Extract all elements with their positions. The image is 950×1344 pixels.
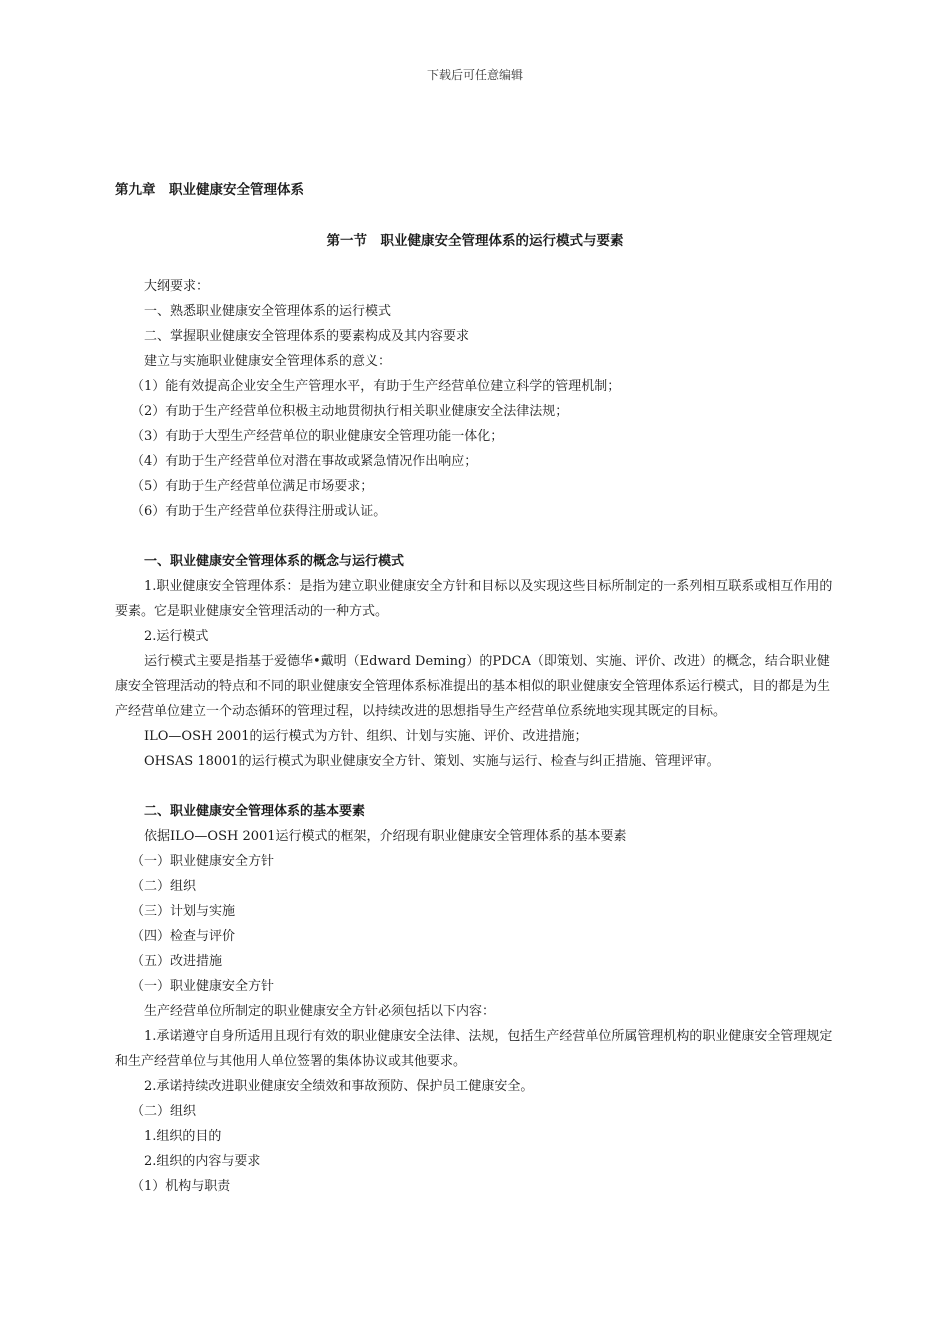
list-item: （一）职业健康安全方针 <box>131 979 275 994</box>
list-item: （一）职业健康安全方针 <box>131 854 275 869</box>
list-item: （五）改进措施 <box>131 954 223 969</box>
syllabus-heading: 大纲要求： <box>144 279 210 294</box>
paragraph: 1.承诺遵守自身所适用且现行有效的职业健康安全法律、法规，包括生产经营单位所属管理机构的职业健康安全管理规定和生产经营单位与其他用人单位签署的集体协议或其他要求。 <box>115 1029 833 1069</box>
list-item: （1）能有效提高企业安全生产管理水平，有助于生产经营单位建立科学的管理机制； <box>131 379 621 394</box>
list-item: （三）计划与实施 <box>131 904 236 919</box>
paragraph: ILO—OSH 2001的运行模式为方针、组织、计划与实施、评价、改进措施； <box>144 729 588 744</box>
list-item: （2）有助于生产经营单位积极主动地贯彻执行相关职业健康安全法律法规； <box>131 404 569 419</box>
chapter-title: 第九章 职业健康安全管理体系 <box>115 182 304 198</box>
syllabus-item: 二、掌握职业健康安全管理体系的要素构成及其内容要求 <box>144 329 470 344</box>
paragraph: 2.承诺持续改进职业健康安全绩效和事故预防、保护员工健康安全。 <box>144 1079 534 1094</box>
paragraph: OHSAS 18001的运行模式为职业健康安全方针、策划、实施与运行、检查与纠正措施、管理评审。 <box>144 754 720 769</box>
list-item: （二）组织 <box>131 879 197 894</box>
spacer <box>115 774 837 799</box>
section-title: 第一节 职业健康安全管理体系的运行模式与要素 <box>326 233 624 249</box>
page-header-note: 下载后可任意编辑 <box>426 68 523 82</box>
document-body <box>115 274 837 1199</box>
list-item: （3）有助于大型生产经营单位的职业健康安全管理功能一体化； <box>131 429 504 444</box>
subheading: 二、职业健康安全管理体系的基本要素 <box>144 804 366 819</box>
list-item: （四）检查与评价 <box>131 929 236 944</box>
paragraph: 生产经营单位所制定的职业健康安全方针必须包括以下内容： <box>144 1004 496 1019</box>
list-item: （4）有助于生产经营单位对潜在事故或紧急情况作出响应； <box>131 454 478 469</box>
paragraph: 运行模式主要是指基于爱德华•戴明（Edward Deming）的PDCA（即策划、实施、评价、改进）的概念，结合职业健康安全管理活动的特点和不同的职业健康安全管理体系标准提出的基本相似的职业健康安全管理体系运行模式，目的都是为生产经营单位建立一个动态循环的管理过程，以持续改进的思想指导生产经营单位系统地实现其既定的目标。 <box>115 654 831 719</box>
paragraph: 2.组织的内容与要求 <box>144 1154 261 1169</box>
syllabus-item: 一、熟悉职业健康安全管理体系的运行模式 <box>144 304 392 319</box>
list-item: （1）机构与职责 <box>131 1179 231 1194</box>
list-item: （二）组织 <box>131 1104 197 1119</box>
paragraph: 依据ILO—OSH 2001运行模式的框架，介绍现有职业健康安全管理体系的基本要素 <box>144 829 627 844</box>
paragraph: 建立与实施职业健康安全管理体系的意义： <box>144 354 392 369</box>
paragraph: 1.组织的目的 <box>144 1129 222 1144</box>
subheading: 一、职业健康安全管理体系的概念与运行模式 <box>144 554 405 569</box>
paragraph: 1.职业健康安全管理体系：是指为建立职业健康安全方针和目标以及实现这些目标所制定的一系列相互联系或相互作用的要素。它是职业健康安全管理活动的一种方式。 <box>115 579 833 619</box>
spacer <box>115 524 837 549</box>
list-item: （6）有助于生产经营单位获得注册或认证。 <box>131 504 387 519</box>
paragraph: 2.运行模式 <box>144 629 209 644</box>
list-item: （5）有助于生产经营单位满足市场要求； <box>131 479 374 494</box>
